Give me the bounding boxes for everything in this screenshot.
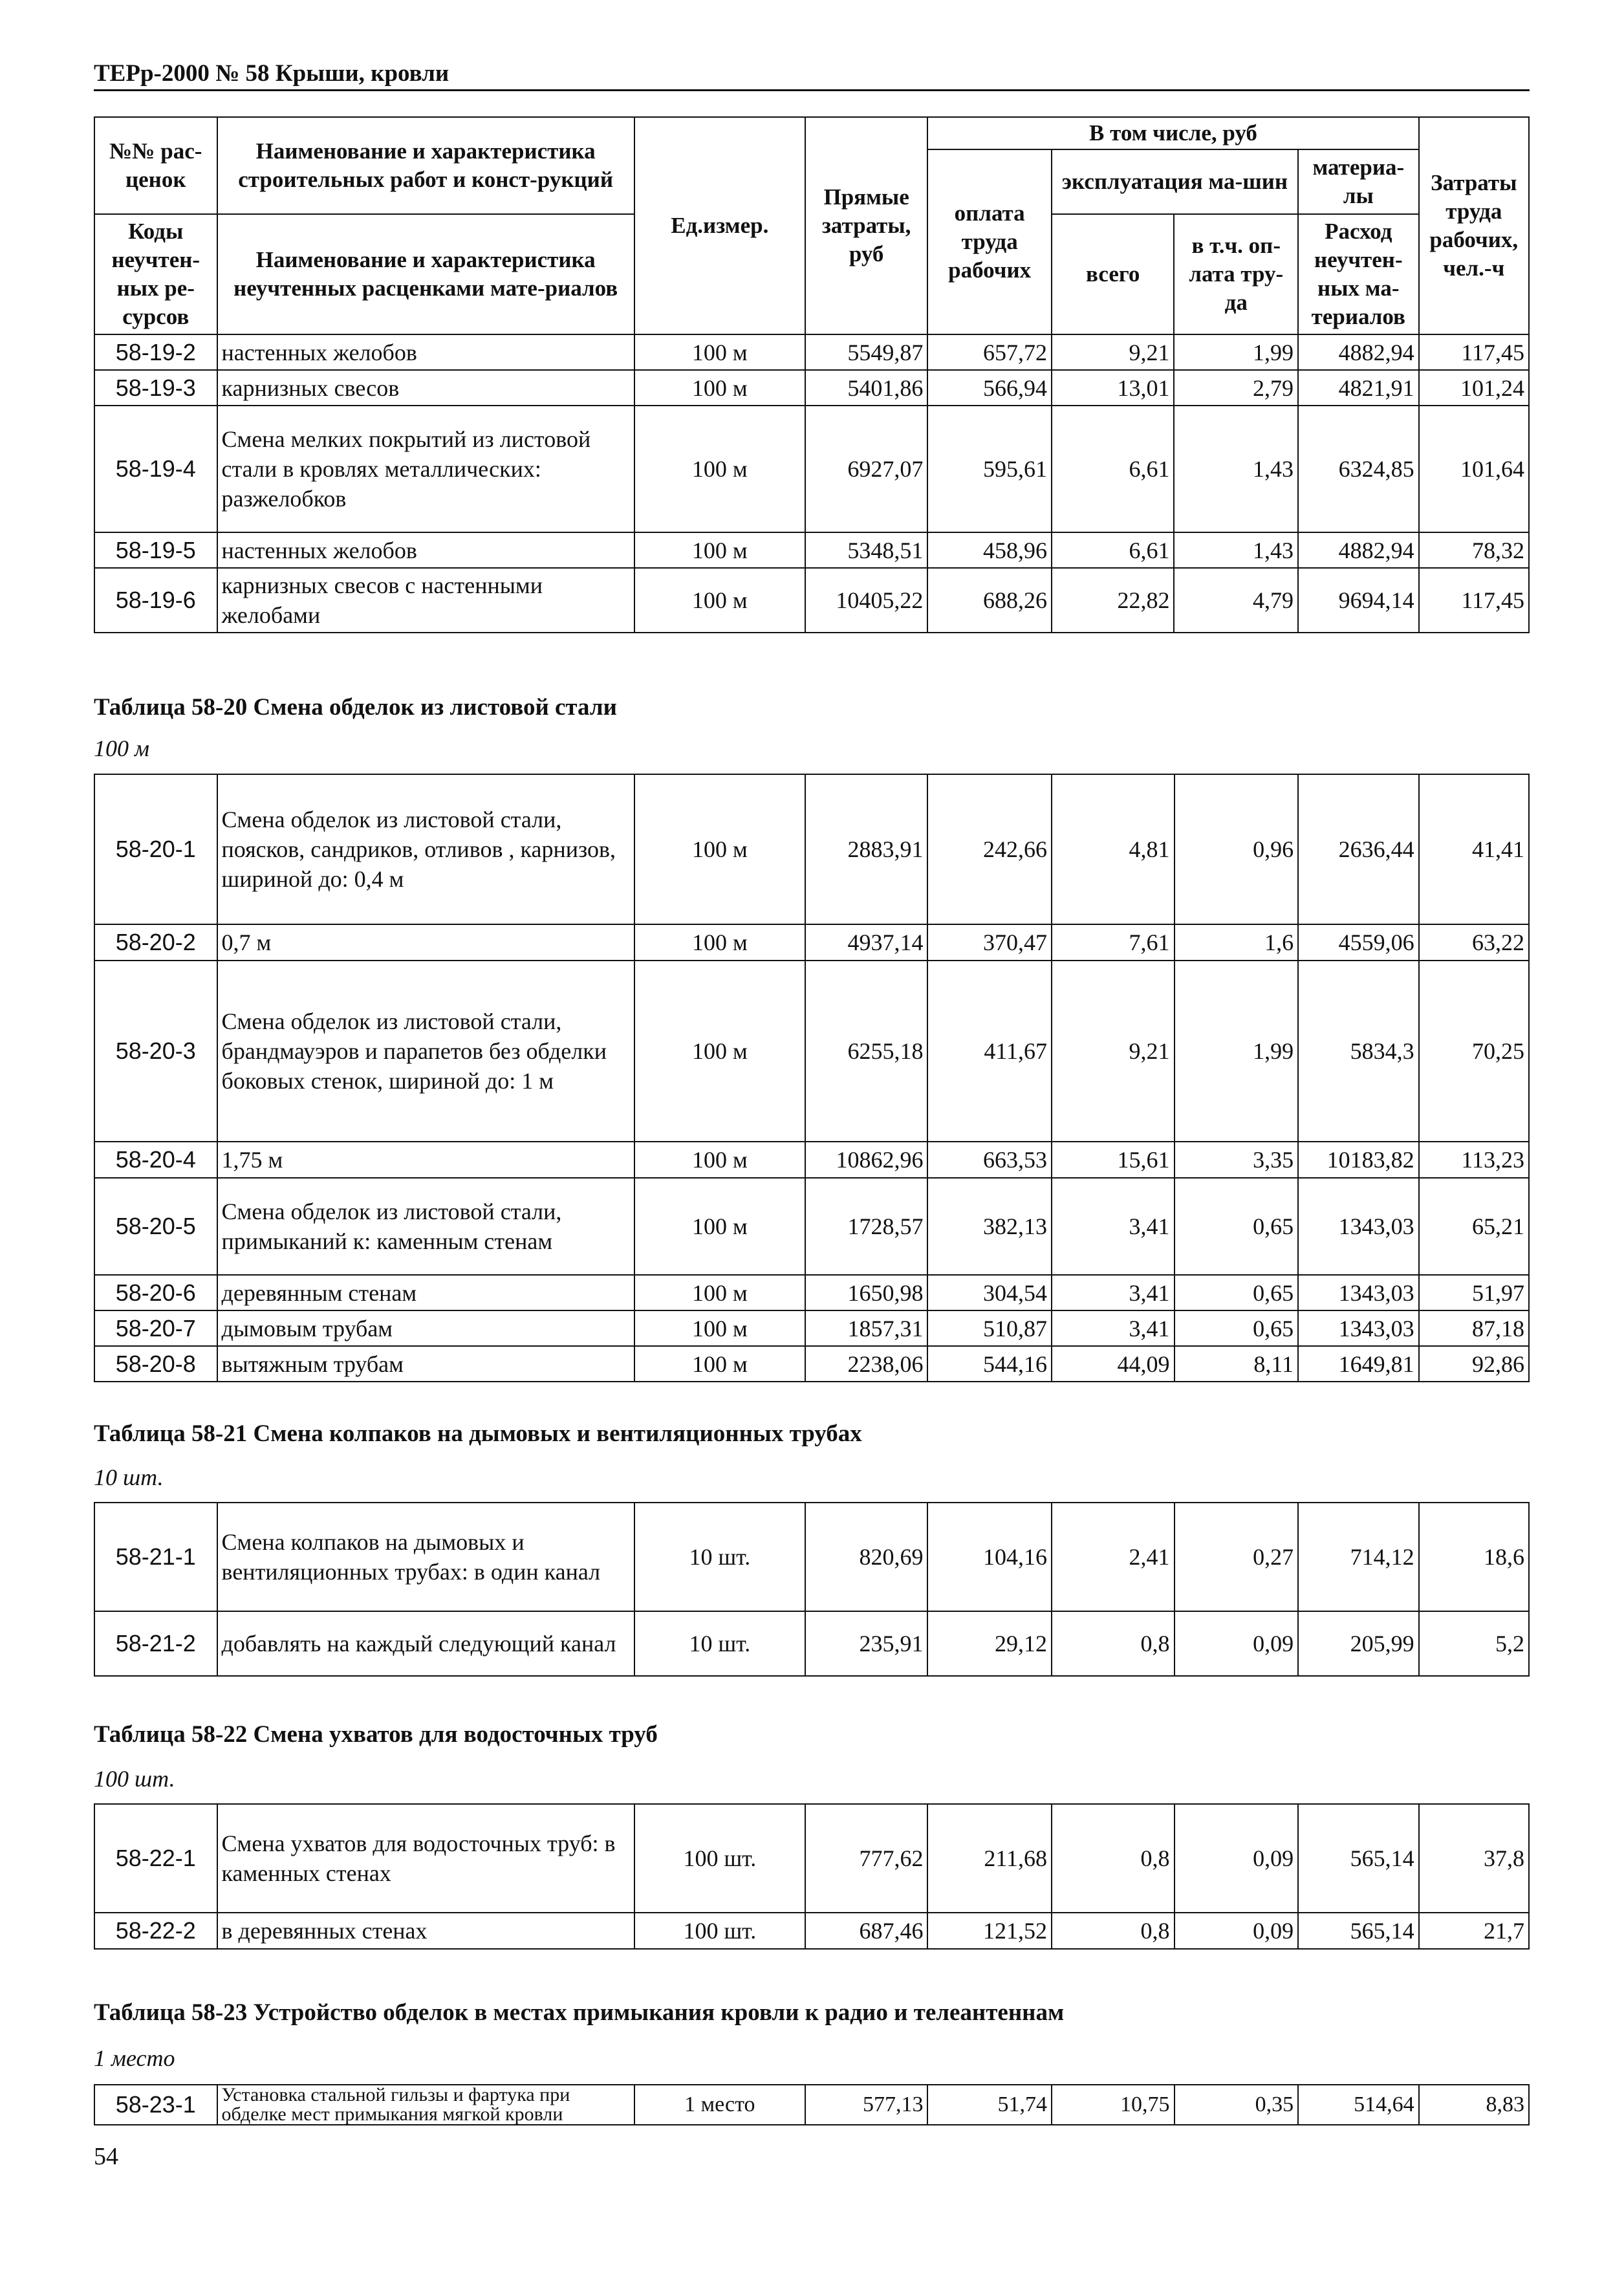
direct-cost: 777,62 [805,1804,928,1913]
labor-pay: 595,61 [927,406,1052,532]
col-header-machines-total: всего [1052,214,1175,334]
col-header-labor-hours: Затраты труда рабочих, чел.-ч [1419,117,1529,334]
machines-labor: 1,99 [1175,961,1299,1142]
rate-code: 58-19-6 [94,568,217,633]
rate-code: 58-23-1 [94,2085,217,2125]
unit: 100 шт. [634,1913,805,1949]
work-name: 0,7 м [217,924,634,961]
table-row [94,370,1529,406]
rate-code: 58-21-2 [94,1611,217,1676]
labor-hours: 63,22 [1419,924,1529,961]
work-name: добавлять на каждый следующий канал [217,1611,634,1676]
table-58-23-unit-note: 1 место [94,2045,175,2071]
table-58-20-unit-note: 100 м [94,735,149,761]
rate-code: 58-20-2 [94,924,217,961]
work-name: настенных желобов [217,532,634,568]
labor-hours: 21,7 [1419,1913,1529,1949]
table-58-23 [94,2084,1530,2125]
page-number: 54 [94,2143,118,2170]
table-row [94,924,1529,961]
unit: 100 м [634,924,805,961]
work-name: карнизных свесов с настенными желобами [217,568,634,633]
rate-code: 58-21-1 [94,1503,217,1611]
materials: 205,99 [1298,1611,1419,1676]
machines-labor: 0,65 [1175,1178,1299,1275]
page-header-title: ТЕРр-2000 № 58 Крыши, кровли [94,60,1530,91]
work-name: Смена обделок из листовой стали, примыканий к: каменным стенам [217,1178,634,1275]
work-name: в деревянных стенах [217,1913,634,1949]
col-header-labor-pay: оплата труда рабочих [927,149,1052,334]
unit: 100 м [634,370,805,406]
col-header-including: В том числе, руб [927,117,1418,149]
materials: 1343,03 [1298,1310,1419,1346]
unit: 100 м [634,532,805,568]
materials: 4559,06 [1298,924,1419,961]
work-name: Установка стальной гильзы и фартука при обделке мест примыкания мягкой кровли [217,2085,634,2125]
direct-cost: 5348,51 [805,532,928,568]
rate-code: 58-19-3 [94,370,217,406]
direct-cost: 2883,91 [805,774,928,924]
labor-pay: 544,16 [927,1346,1052,1382]
machines-total: 3,41 [1052,1275,1175,1310]
direct-cost: 235,91 [805,1611,928,1676]
col-header-code: №№ рас-ценок [94,117,217,214]
table-row [94,334,1529,370]
materials: 10183,82 [1298,1142,1419,1178]
table-58-19 [94,116,1530,633]
labor-pay: 663,53 [927,1142,1052,1178]
labor-pay: 370,47 [927,924,1052,961]
machines-labor: 0,65 [1175,1310,1299,1346]
labor-hours: 87,18 [1419,1310,1529,1346]
labor-pay: 29,12 [927,1611,1052,1676]
table-row [94,2085,1529,2125]
direct-cost: 10862,96 [805,1142,928,1178]
table-58-21-unit-note: 10 шт. [94,1464,164,1490]
machines-total: 13,01 [1052,370,1175,406]
machines-total: 0,8 [1052,1611,1175,1676]
labor-pay: 657,72 [927,334,1052,370]
direct-cost: 1857,31 [805,1310,928,1346]
direct-cost: 687,46 [805,1913,928,1949]
table-row [94,1611,1529,1676]
work-name: настенных желобов [217,334,634,370]
direct-cost: 5401,86 [805,370,928,406]
direct-cost: 10405,22 [805,568,928,633]
labor-hours: 51,97 [1419,1275,1529,1310]
col-header-material-name: Наименование и характеристика неучтенных расценками мате-риалов [217,214,634,334]
unit: 100 шт. [634,1804,805,1913]
machines-total: 2,41 [1052,1503,1175,1611]
labor-pay: 51,74 [927,2085,1052,2125]
labor-hours: 41,41 [1419,774,1529,924]
work-name: Смена ухватов для водосточных труб: в каменных стенах [217,1804,634,1913]
work-name: Смена обделок из листовой стали, поясков, сандриков, отливов , карнизов, шириной до: 0,4 м [217,774,634,924]
labor-pay: 104,16 [927,1503,1052,1611]
labor-hours: 78,32 [1419,532,1529,568]
machines-labor: 0,65 [1175,1275,1299,1310]
labor-pay: 211,68 [927,1804,1052,1913]
machines-labor: 0,35 [1175,2085,1299,2125]
labor-hours: 5,2 [1419,1611,1529,1676]
direct-cost: 820,69 [805,1503,928,1611]
materials: 565,14 [1298,1804,1419,1913]
materials: 1343,03 [1298,1178,1419,1275]
machines-total: 22,82 [1052,568,1175,633]
labor-hours: 37,8 [1419,1804,1529,1913]
col-header-name: Наименование и характеристика строительных работ и конст-рукций [217,117,634,214]
unit: 100 м [634,568,805,633]
machines-labor: 0,09 [1175,1804,1299,1913]
materials: 1343,03 [1298,1275,1419,1310]
labor-hours: 101,24 [1419,370,1529,406]
unit: 100 м [634,1142,805,1178]
table-58-21-caption: Таблица 58-21 Смена колпаков на дымовых и вентиляционных трубах [94,1420,862,1447]
materials: 565,14 [1298,1913,1419,1949]
unit: 100 м [634,334,805,370]
machines-labor: 1,99 [1174,334,1298,370]
unit: 100 м [634,1346,805,1382]
table-58-22 [94,1803,1530,1950]
rate-code: 58-20-8 [94,1346,217,1382]
unit: 1 место [634,2085,805,2125]
labor-pay: 304,54 [927,1275,1052,1310]
rate-code: 58-19-2 [94,334,217,370]
labor-pay: 121,52 [927,1913,1052,1949]
col-header-machines-labor: в т.ч. оп-лата тру-да [1174,214,1298,334]
col-header-resource-code: Коды неучтен-ных ре-сурсов [94,214,217,334]
labor-pay: 510,87 [927,1310,1052,1346]
work-name: 1,75 м [217,1142,634,1178]
labor-pay: 566,94 [927,370,1052,406]
rate-code: 58-20-6 [94,1275,217,1310]
table-row [94,1310,1529,1346]
table-58-20-caption: Таблица 58-20 Смена обделок из листовой стали [94,694,617,721]
table-row [94,1178,1529,1275]
direct-cost: 5549,87 [805,334,928,370]
unit: 100 м [634,1275,805,1310]
labor-hours: 70,25 [1419,961,1529,1142]
direct-cost: 6255,18 [805,961,928,1142]
machines-labor: 0,27 [1175,1503,1299,1611]
work-name: вытяжным трубам [217,1346,634,1382]
rate-code: 58-20-3 [94,961,217,1142]
rate-code: 58-19-5 [94,532,217,568]
table-row [94,1804,1529,1913]
labor-hours: 65,21 [1419,1178,1529,1275]
machines-labor: 1,43 [1174,406,1298,532]
materials: 514,64 [1298,2085,1419,2125]
rate-code: 58-20-5 [94,1178,217,1275]
table-row [94,406,1529,532]
direct-cost: 577,13 [805,2085,928,2125]
unit: 100 м [634,961,805,1142]
materials: 2636,44 [1298,774,1419,924]
table-row [94,568,1529,633]
labor-hours: 18,6 [1419,1503,1529,1611]
materials: 714,12 [1298,1503,1419,1611]
machines-labor: 0,09 [1175,1913,1299,1949]
rate-code: 58-22-2 [94,1913,217,1949]
unit: 100 м [634,1178,805,1275]
unit: 100 м [634,774,805,924]
machines-labor: 1,43 [1174,532,1298,568]
labor-pay: 242,66 [927,774,1052,924]
labor-hours: 113,23 [1419,1142,1529,1178]
labor-pay: 382,13 [927,1178,1052,1275]
machines-total: 3,41 [1052,1178,1175,1275]
labor-pay: 458,96 [927,532,1052,568]
table-row [94,1503,1529,1611]
machines-total: 9,21 [1052,961,1175,1142]
work-name: Смена колпаков на дымовых и вентиляционных трубах: в один канал [217,1503,634,1611]
materials: 4821,91 [1298,370,1419,406]
unit: 10 шт. [634,1503,805,1611]
col-header-machines: эксплуатация ма-шин [1052,149,1298,214]
machines-labor: 4,79 [1174,568,1298,633]
machines-total: 15,61 [1052,1142,1175,1178]
machines-total: 6,61 [1052,406,1175,532]
machines-total: 3,41 [1052,1310,1175,1346]
rate-code: 58-20-4 [94,1142,217,1178]
rate-code: 58-22-1 [94,1804,217,1913]
rate-code: 58-20-1 [94,774,217,924]
direct-cost: 1728,57 [805,1178,928,1275]
machines-total: 9,21 [1052,334,1175,370]
direct-cost: 2238,06 [805,1346,928,1382]
table-58-22-caption: Таблица 58-22 Смена ухватов для водосточных труб [94,1721,658,1748]
table-58-21 [94,1502,1530,1677]
work-name: карнизных свесов [217,370,634,406]
unit: 10 шт. [634,1611,805,1676]
direct-cost: 6927,07 [805,406,928,532]
table-row [94,1275,1529,1310]
machines-total: 0,8 [1052,1913,1175,1949]
labor-pay: 411,67 [927,961,1052,1142]
machines-total: 10,75 [1052,2085,1175,2125]
machines-labor: 0,96 [1175,774,1299,924]
col-header-unit: Ед.измер. [634,117,805,334]
unit: 100 м [634,1310,805,1346]
machines-total: 7,61 [1052,924,1175,961]
machines-total: 44,09 [1052,1346,1175,1382]
work-name: Смена мелких покрытий из листовой стали в кровлях металлических: разжелобков [217,406,634,532]
table-58-20 [94,774,1530,1382]
table-row [94,961,1529,1142]
direct-cost: 1650,98 [805,1275,928,1310]
materials: 9694,14 [1298,568,1419,633]
table-row [94,774,1529,924]
labor-hours: 8,83 [1419,2085,1529,2125]
work-name: дымовым трубам [217,1310,634,1346]
unit: 100 м [634,406,805,532]
table-row [94,532,1529,568]
materials: 6324,85 [1298,406,1419,532]
table-58-22-unit-note: 100 шт. [94,1766,175,1792]
materials: 4882,94 [1298,532,1419,568]
direct-cost: 4937,14 [805,924,928,961]
machines-total: 0,8 [1052,1804,1175,1913]
rate-code: 58-20-7 [94,1310,217,1346]
machines-labor: 0,09 [1175,1611,1299,1676]
col-header-materials: материа-лы [1298,149,1419,214]
machines-labor: 3,35 [1175,1142,1299,1178]
machines-total: 4,81 [1052,774,1175,924]
machines-labor: 8,11 [1175,1346,1299,1382]
labor-pay: 688,26 [927,568,1052,633]
materials: 5834,3 [1298,961,1419,1142]
work-name: Смена обделок из листовой стали, брандмауэров и парапетов без обделки боковых стенок, шириной до: 1 м [217,961,634,1142]
labor-hours: 92,86 [1419,1346,1529,1382]
table-row [94,1913,1529,1949]
rate-code: 58-19-4 [94,406,217,532]
table-58-23-caption: Таблица 58-23 Устройство обделок в местах примыкания кровли к радио и телеантеннам [94,1999,1065,2026]
labor-hours: 117,45 [1419,568,1529,633]
table-row [94,1346,1529,1382]
col-header-direct: Прямые затраты, руб [805,117,928,334]
col-header-materials-usage: Расход неучтен-ных ма-териалов [1298,214,1419,334]
materials: 4882,94 [1298,334,1419,370]
work-name: деревянным стенам [217,1275,634,1310]
machines-total: 6,61 [1052,532,1175,568]
labor-hours: 117,45 [1419,334,1529,370]
labor-hours: 101,64 [1419,406,1529,532]
materials: 1649,81 [1298,1346,1419,1382]
machines-labor: 1,6 [1175,924,1299,961]
table-row [94,1142,1529,1178]
machines-labor: 2,79 [1174,370,1298,406]
